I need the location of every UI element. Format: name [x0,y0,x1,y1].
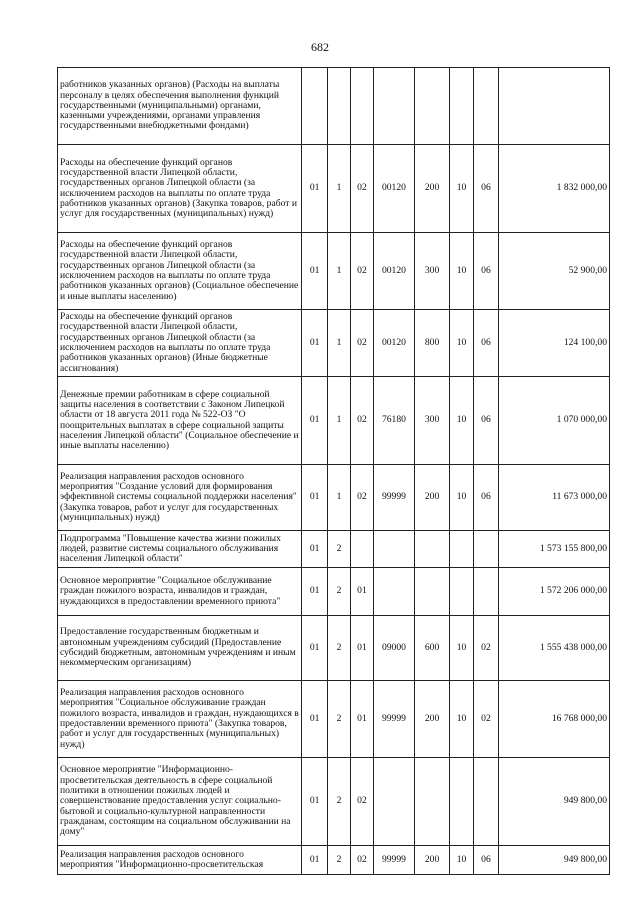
code-section: 10 [450,233,473,310]
code-vr: 200 [414,846,450,875]
code-section [450,68,473,145]
row-amount: 1 555 438 000,00 [499,616,610,681]
code-subsection [473,531,498,568]
code-subsection: 06 [473,310,498,377]
code-section: 10 [450,846,473,875]
code-vr: 200 [414,145,450,233]
code-pp: 1 [328,377,350,465]
row-description: Основное мероприятие "Информационно-просветительская деятельность в сфере социальной политики в отношении пожилых людей и совершенствование предоставления услуг социально-бытовой и социально-культурной направленности гражданам, состоящим на социальном обслуживании на дому" [58,758,302,846]
code-om: 01 [350,616,373,681]
row-amount: 11 673 000,00 [499,465,610,531]
code-direction [374,758,415,846]
code-pp: 1 [328,465,350,531]
table-row [58,377,610,465]
row-description: работников указанных органов) (Расходы на выплаты персоналу в целях обеспечения выполнения функций государственными (муниципальными) органами, казенными учреждениями, органами управления государственными внебюджетными фондами) [58,68,302,145]
code-om: 02 [350,310,373,377]
code-direction: 76180 [374,377,415,465]
code-section: 10 [450,681,473,758]
code-direction [374,68,415,145]
code-subsection: 06 [473,465,498,531]
table-row [58,145,610,233]
code-direction [374,531,415,568]
code-vr: 200 [414,465,450,531]
code-gp: 01 [301,531,327,568]
row-amount: 124 100,00 [499,310,610,377]
row-amount: 16 768 000,00 [499,681,610,758]
code-subsection: 06 [473,377,498,465]
code-pp: 2 [328,846,350,875]
code-om: 02 [350,846,373,875]
page-number: 682 [311,40,329,54]
code-pp: 2 [328,616,350,681]
code-vr [414,758,450,846]
code-om: 02 [350,758,373,846]
code-subsection: 06 [473,846,498,875]
row-amount: 949 800,00 [499,758,610,846]
table-row [58,616,610,681]
table-row [58,846,610,875]
code-vr [414,531,450,568]
code-om [350,68,373,145]
code-direction: 99999 [374,681,415,758]
table-row [58,531,610,568]
row-description: Расходы на обеспечение функций органов государственной власти Липецкой области, государственных органов Липецкой области (за исключением расходов на выплаты по оплате труда работников указанных органов) (Закупка товаров, работ и услуг для государственных (муниципальных) нужд) [58,145,302,233]
code-subsection: 06 [473,145,498,233]
code-pp: 1 [328,233,350,310]
row-description: Денежные премии работникам в сфере социальной защиты населения в соответствии с Законом Липецкой области от 18 августа 2011 года № 522-ОЗ "О поощрительных выплатах в сфере социальной защиты населения Липецкой области" (Социальное обеспечение и иные выплаты населению) [58,377,302,465]
code-section [450,568,473,616]
row-description: Подпрограмма "Повышение качества жизни пожилых людей, развитие системы социального обслуживания населения Липецкой области" [58,531,302,568]
code-subsection [473,68,498,145]
table-row [58,758,610,846]
code-direction: 99999 [374,465,415,531]
code-pp: 2 [328,531,350,568]
code-subsection: 06 [473,233,498,310]
row-amount: 949 800,00 [499,846,610,875]
table-row [58,68,610,145]
row-amount: 1 572 206 000,00 [499,568,610,616]
code-subsection [473,758,498,846]
code-gp: 01 [301,377,327,465]
row-description: Предоставление государственным бюджетным и автономным учреждениям субсидий (Предоставление субсидий бюджетным, автономным учреждениям и иным некоммерческим организациям) [58,616,302,681]
code-direction: 00120 [374,233,415,310]
code-gp: 01 [301,846,327,875]
code-gp: 01 [301,465,327,531]
table-row [58,465,610,531]
row-amount [499,68,610,145]
code-section: 10 [450,145,473,233]
row-amount: 1 070 000,00 [499,377,610,465]
budget-table [57,67,610,875]
code-subsection: 02 [473,616,498,681]
code-om: 01 [350,568,373,616]
code-vr: 200 [414,681,450,758]
code-direction: 99999 [374,846,415,875]
table-row [58,310,610,377]
code-section: 10 [450,377,473,465]
code-direction: 00120 [374,145,415,233]
code-gp: 01 [301,568,327,616]
code-pp [328,68,350,145]
code-pp: 1 [328,145,350,233]
code-gp: 01 [301,758,327,846]
code-subsection: 02 [473,681,498,758]
code-section [450,758,473,846]
table-row [58,233,610,310]
row-amount: 1 573 155 800,00 [499,531,610,568]
row-amount: 1 832 000,00 [499,145,610,233]
code-om: 02 [350,377,373,465]
code-om: 02 [350,145,373,233]
code-om: 01 [350,681,373,758]
code-om: 02 [350,465,373,531]
code-pp: 2 [328,568,350,616]
row-description: Реализация направления расходов основного мероприятия "Информационно-просветительская [58,846,302,875]
code-vr: 300 [414,233,450,310]
row-description: Основное мероприятие "Социальное обслуживание граждан пожилого возраста, инвалидов и граждан, нуждающихся в предоставлении временного приюта" [58,568,302,616]
code-om [350,531,373,568]
code-vr: 800 [414,310,450,377]
table-row [58,681,610,758]
code-gp: 01 [301,310,327,377]
code-section: 10 [450,310,473,377]
code-section [450,531,473,568]
code-gp: 01 [301,145,327,233]
row-description: Реализация направления расходов основного мероприятия "Социальное обслуживание граждан пожилого возраста, инвалидов и граждан, нуждающихся в предоставлении временного приюта" (Закупка товаров, работ и услуг для государственных (муниципальных) нужд) [58,681,302,758]
code-subsection [473,568,498,616]
code-gp: 01 [301,233,327,310]
code-direction: 09000 [374,616,415,681]
code-gp: 01 [301,616,327,681]
code-direction [374,568,415,616]
code-gp [301,68,327,145]
code-pp: 2 [328,681,350,758]
code-gp: 01 [301,681,327,758]
code-om: 02 [350,233,373,310]
code-vr [414,568,450,616]
code-pp: 1 [328,310,350,377]
row-amount: 52 900,00 [499,233,610,310]
code-section: 10 [450,465,473,531]
row-description: Реализация направления расходов основного мероприятия "Создание условий для формирования эффективной системы социальной поддержки населения" (Закупка товаров, работ и услуг для государственных (муниципальных) нужд) [58,465,302,531]
table-row [58,568,610,616]
row-description: Расходы на обеспечение функций органов государственной власти Липецкой области, государственных органов Липецкой области (за исключением расходов на выплаты по оплате труда работников указанных органов) (Социальное обеспечение и иные выплаты населению) [58,233,302,310]
code-pp: 2 [328,758,350,846]
row-description: Расходы на обеспечение функций органов государственной власти Липецкой области, государственных органов Липецкой области (за исключением расходов на выплаты по оплате труда работников указанных органов) (Иные бюджетные ассигнования) [58,310,302,377]
code-vr [414,68,450,145]
code-vr: 600 [414,616,450,681]
code-direction: 00120 [374,310,415,377]
code-vr: 300 [414,377,450,465]
code-section: 10 [450,616,473,681]
